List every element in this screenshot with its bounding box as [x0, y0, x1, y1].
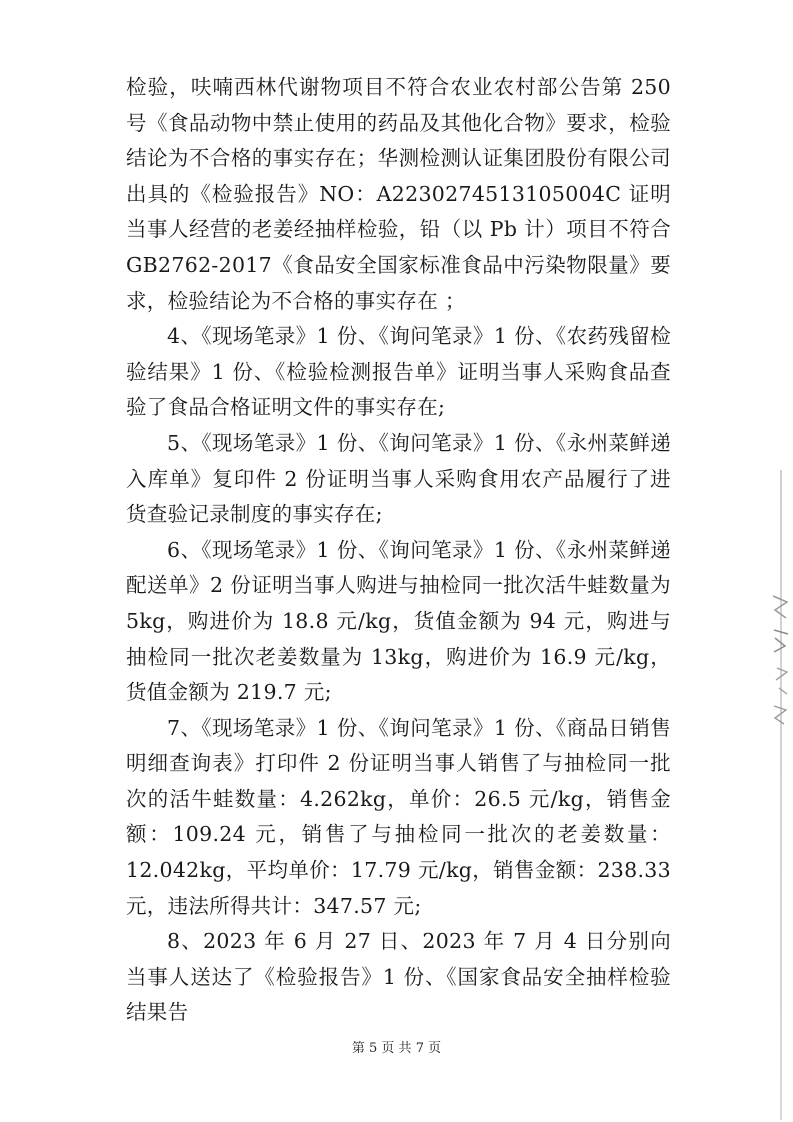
seal-fragment-icon: [769, 590, 791, 730]
paragraph-evidence-8: 8、2023 年 6 月 27 日、2023 年 7 月 4 日分别向当事人送达了《检验报告》1 份、《国家食品安全抽样检验结果告: [126, 929, 671, 1025]
page-number-footer: 第 5 页 共 7 页: [351, 1041, 442, 1056]
paragraph-evidence-7: 7、《现场笔录》1 份、《询问笔录》1 份、《商品日销售明细查询表》打印件 2 份证明当事人销售了与抽检同一批次的活牛蛙数量：4.262kg，单价：26.5 元/kg，销售金额：109.24 元，销售了与抽检同一批次的老姜数量：12.042kg，平均单价：17.79 元/kg，销售金额：238.33 元，违法所得共计：347.57 元;: [126, 715, 671, 918]
paragraph-evidence-5: 5、《现场笔录》1 份、《询问笔录》1 份、《永州菜鲜递入库单》复印件 2 份证明当事人采购食用农产品履行了进货查验记录制度的事实存在;: [126, 430, 671, 527]
paragraph-evidence-4: 4、《现场笔录》1 份、《询问笔录》1 份、《农药残留检验结果》1 份、《检验检测报告单》证明当事人采购食品查验了食品合格证明文件的事实存在;: [126, 324, 671, 420]
paragraph-evidence-3-continued: 检验，呋喃西林代谢物项目不符合农业农村部公告第 250 号《食品动物中禁止使用的药品及其他化合物》要求，检验结论为不合格的事实存在；华测检测认证集团股份有限公司出具的《检验报告》NO：A2230274513105004C 证明当事人经营的老姜经抽样检验，铅（以 Pb 计）项目不符合 GB2762-2017《食品安全国家标准食品中污染物限量》要求，检验结论为不合格的事实存在 ；: [126, 75, 671, 313]
binding-line: [780, 470, 782, 1120]
binding-edge: [769, 0, 793, 1122]
paragraph-evidence-6: 6、《现场笔录》1 份、《询问笔录》1 份、《永州菜鲜递配送单》2 份证明当事人购进与抽检同一批次活牛蛙数量为 5kg，购进价为 18.8 元/kg，货值金额为 94 元，购进与抽检同一批次老姜数量为 13kg，购进价为 16.9 元/kg，货值金额为 219.7 元;: [126, 537, 671, 705]
body-text: [126, 70, 671, 1031]
